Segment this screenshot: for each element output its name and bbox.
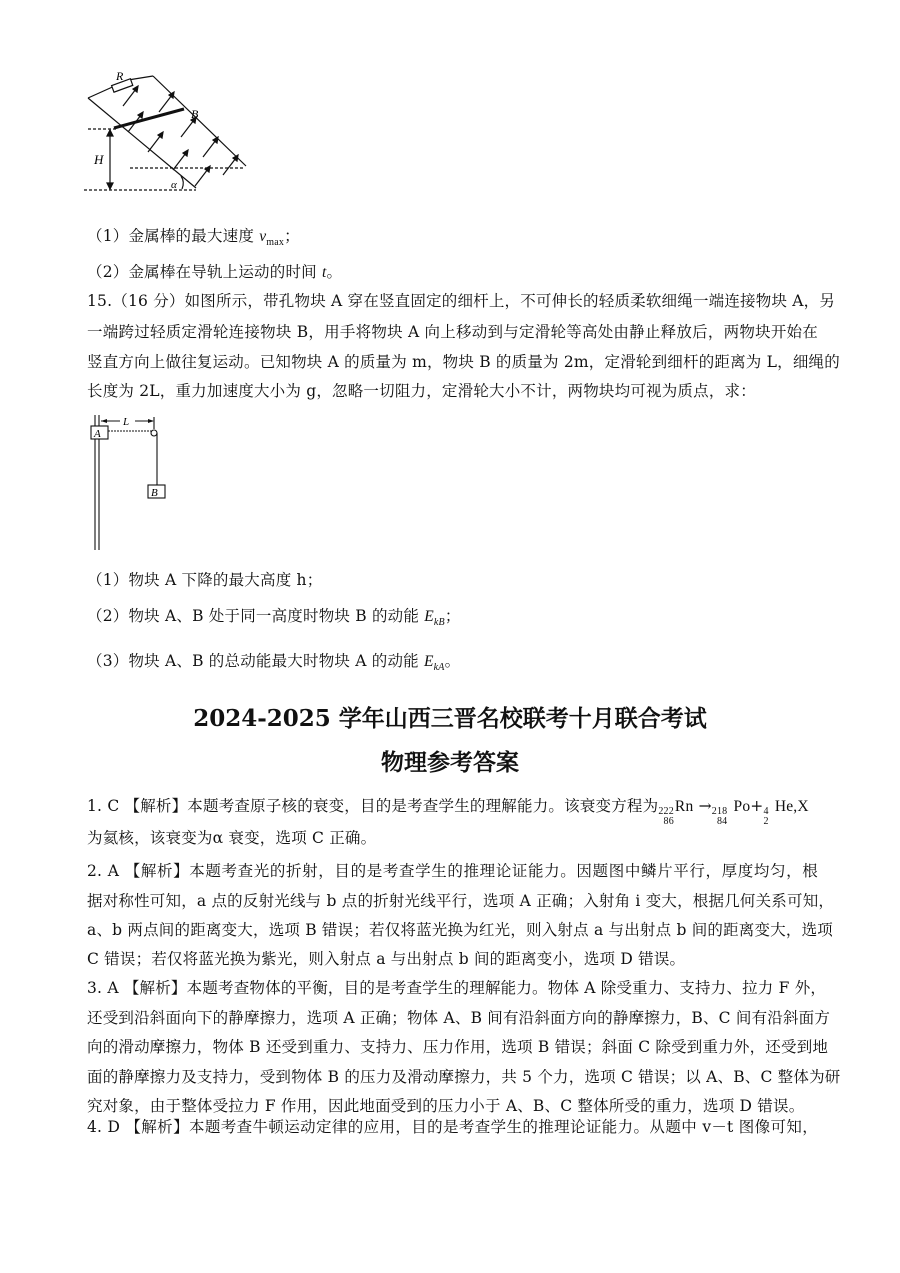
po-mass: 218 — [711, 806, 728, 817]
rn-mass: 222 — [658, 806, 674, 817]
q15-sub2 — [87, 606, 461, 633]
angle-arc — [181, 176, 183, 189]
var-E: E — [423, 653, 434, 670]
arrow-symbol: → — [698, 797, 712, 815]
answer-2-line-1: 2. A 【解析】本题考查光的折射，目的是考查学生的推理论证能力。因题图中鳞片平行，厚度均匀，根 — [87, 862, 818, 880]
figure-pulley-blocks — [85, 415, 175, 555]
answer-2-line-3: a、b 两点间的距离变大，选项 B 错误；若仅将蓝光换为红光，则入射点 a 与出射点 b 间的距离变大，选项 — [87, 921, 834, 939]
var-E: E — [424, 608, 434, 625]
var-t: t — [322, 264, 327, 281]
q15-stem-line-2: 一端跨过轻质定滑轮连接物块 B，用手将物块 A 向上移动到与定滑轮等高处由静止释放后，两物块开始在 — [87, 323, 818, 341]
answer-3-line-5: 究对象，由于整体受拉力 F 作用，因此地面受到的压力小于 A、B、C 整体所受的重力，选项 D 错误。 — [87, 1097, 805, 1115]
var-v: v — [259, 228, 267, 245]
answer-1-line-1 — [87, 796, 809, 827]
answer-1-line-2: 为氦核，该衰变为α 衰变，选项 C 正确。 — [87, 829, 377, 847]
label-B-block: B — [151, 487, 158, 499]
po-isotope — [712, 807, 728, 827]
answer-3-line-1: 3. A 【解析】本题考查物体的平衡，目的是考查学生的理解能力。物体 A 除受重力、支持力、拉力 F 外， — [87, 979, 827, 997]
po-symbol: Po — [733, 798, 751, 815]
po-atomic: 84 — [716, 816, 728, 827]
answer-title: 2024-2025 学年山西三晋名校联考十月联合考试 — [193, 705, 707, 732]
label-alpha: α — [171, 179, 177, 191]
q15-sub2-suffix: ； — [444, 607, 461, 625]
q15-sub1: （1）物块 A 下降的最大高度 h； — [87, 571, 323, 589]
magnetic-field-arrows — [123, 86, 238, 186]
q15-sub2-text: （2）物块 A、B 处于同一高度时物块 B 的动能 — [87, 607, 425, 625]
answer-2-line-4: C 错误；若仅将蓝光换为紫光，则入射点 a 与出射点 b 间的距离变小，选项 D 错误。 — [87, 950, 686, 968]
metal-rod — [114, 109, 184, 128]
he-mass: 4 — [763, 806, 769, 817]
q15-stem-line-1: 15.（16 分）如图所示，带孔物块 A 穿在竖直固定的细杆上，不可伸长的轻质柔软细绳一端连接物块 A，另 — [87, 292, 836, 310]
q14-sub2-text: （2）金属棒在导轨上运动的时间 — [87, 263, 322, 281]
q15-stem-line-4: 长度为 2L，重力加速度大小为 g，忽略一切阻力，定滑轮大小不计，两物块均可视为质点，求： — [87, 382, 756, 400]
label-B: B — [191, 107, 199, 121]
he-atomic: 2 — [763, 816, 769, 827]
label-R: R — [116, 72, 124, 83]
label-A: A — [94, 428, 101, 440]
answer-3-line-3: 向的滑动摩擦力，物体 B 还受到重力、支持力、压力作用，选项 B 错误；斜面 C 除受到重力外，还受到地 — [87, 1038, 829, 1056]
label-L: L — [123, 416, 130, 428]
figure-inclined-rails — [78, 72, 263, 197]
sub-kB: kB — [433, 617, 445, 628]
q15-sub3 — [87, 651, 460, 678]
q15-sub3-text: （3）物块 A、B 的总动能最大时物块 A 的动能 — [87, 652, 424, 670]
answer-3-line-4: 面的静摩擦力及支持力，受到物体 B 的压力及滑动摩擦力，共 5 个力，选项 C 错误；以 A、B、C 整体为研 — [87, 1068, 841, 1086]
rail-right — [153, 76, 246, 166]
q15-stem-line-3: 竖直方向上做往复运动。已知物块 A 的质量为 m，物块 B 的质量为 2m，定滑轮到细杆的距离为 L，细绳的 — [87, 353, 840, 371]
q15-sub3-suffix: 。 — [444, 652, 461, 670]
he-isotope — [763, 807, 768, 827]
answer-subtitle: 物理参考答案 — [381, 749, 519, 776]
q14-sub1-suffix: ； — [284, 227, 300, 245]
answer-3-line-2: 还受到沿斜面向下的静摩擦力，选项 A 正确；物体 A、B 间有沿斜面方向的静摩擦力，B、C 间有沿斜面方 — [87, 1009, 831, 1027]
rn-atomic: 86 — [663, 816, 674, 827]
q14-sub2 — [87, 262, 342, 283]
answer-4-line-1: 4. D 【解析】本题考查牛顿运动定律的应用，目的是考查学生的推理论证能力。从题中 v－t 图像可知， — [87, 1118, 818, 1136]
plus-symbol: + — [750, 797, 764, 815]
x-symbol: X — [797, 798, 809, 815]
rail-top — [128, 76, 153, 80]
q14-sub1-text: （1）金属棒的最大速度 — [87, 227, 260, 245]
answer-1-text: 1. C 【解析】本题考查原子核的衰变，目的是考查学生的理解能力。该衰变方程为 — [87, 797, 659, 815]
rn-symbol: Rn — [674, 798, 694, 815]
rn-isotope — [658, 807, 674, 827]
he-symbol: He, — [774, 798, 798, 815]
q14-sub1 — [87, 226, 300, 253]
answer-2-line-2: 据对称性可知，a 点的反射光线与 b 点的折射光线平行，选项 A 正确；入射角 i 变大，根据几何关系可知， — [87, 892, 835, 910]
q14-sub2-suffix: 。 — [326, 263, 343, 281]
sub-max: max — [266, 237, 285, 248]
pulley — [151, 430, 157, 436]
sub-kA: kA — [433, 662, 445, 673]
label-H: H — [94, 152, 104, 167]
